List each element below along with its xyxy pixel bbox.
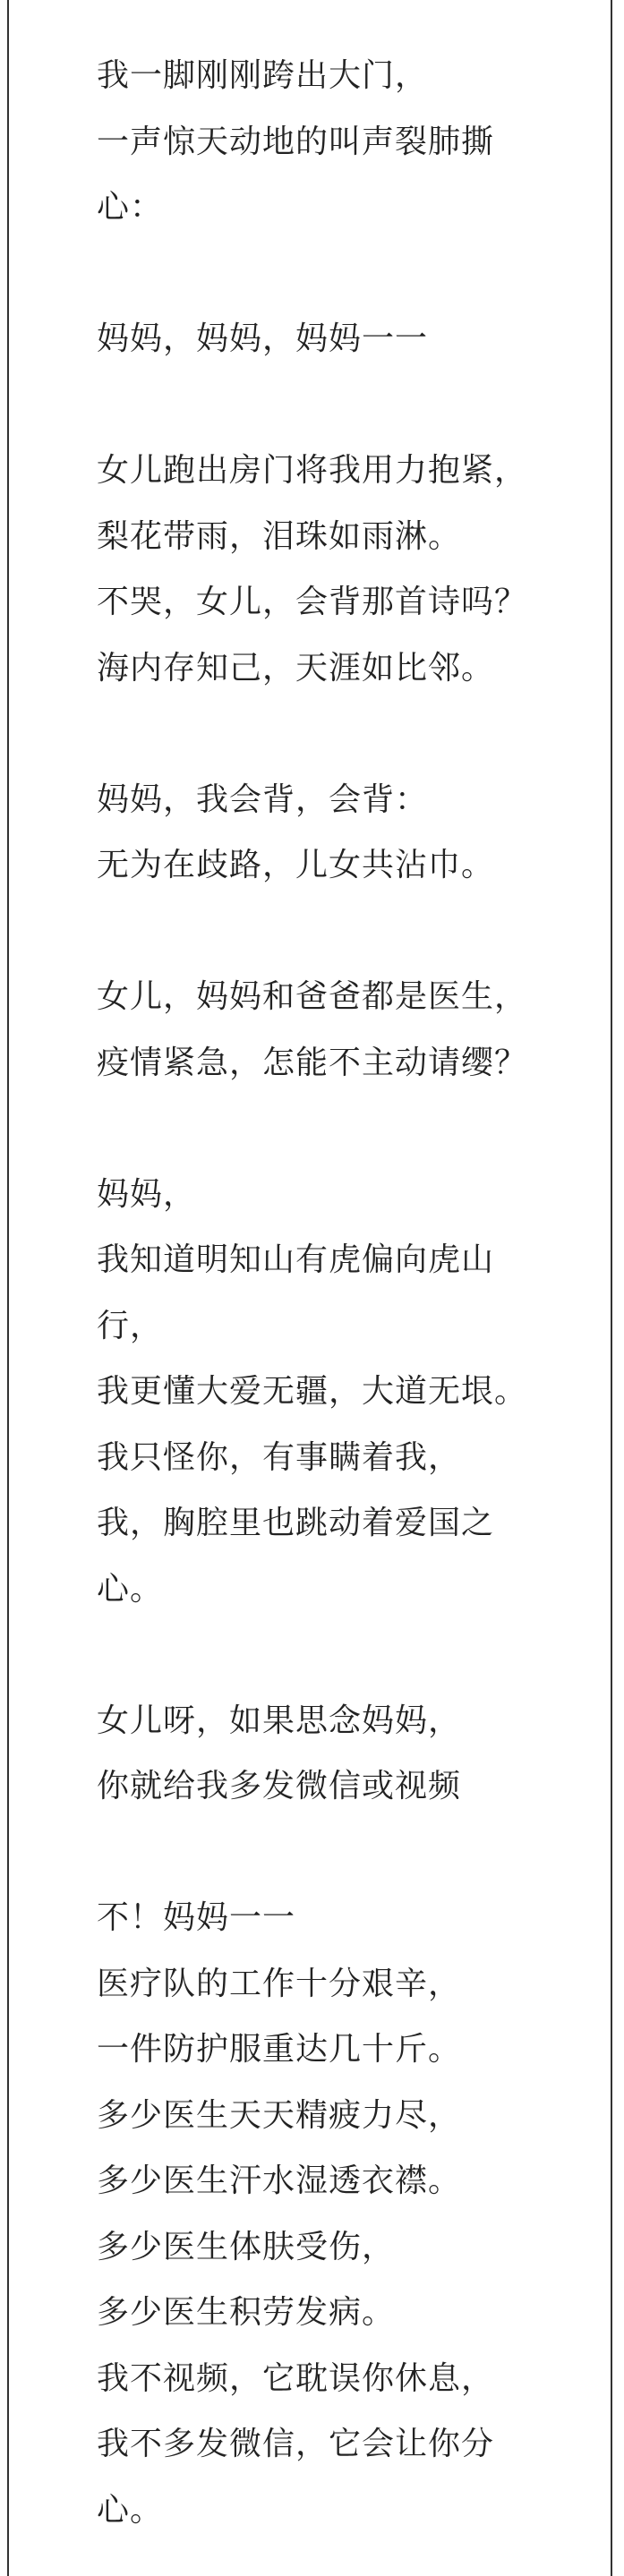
- poem-line: 你就给我多发微信或视频: [97, 1768, 462, 1804]
- poem-line: 多少医生汗水湿透衣襟。: [97, 2162, 462, 2199]
- poem-line: 一声惊天动地的叫声裂肺撕: [97, 123, 495, 160]
- stanza-gap: [97, 899, 607, 965]
- page-frame: [7, 0, 612, 2576]
- poem-line: 心：: [97, 189, 164, 226]
- poem-line: 多少医生体肤受伤，: [97, 2228, 396, 2265]
- poem-line: 海内存知己，天涯如比邻。: [97, 649, 495, 687]
- poem-line: 疫情紧急，怎能不主动请缨？: [97, 1044, 528, 1081]
- stanza-gap: [97, 1820, 607, 1886]
- poem-line: 我更懂大爱无疆，大道无垠。: [97, 1373, 528, 1410]
- poem-line: 我知道明知山有虎偏向虎山: [97, 1241, 495, 1278]
- stanza-gap: [97, 241, 607, 307]
- poem-line: 无为在歧路，儿女共沾巾。: [97, 847, 495, 883]
- stanza-gap: [97, 701, 607, 767]
- poem-text: [97, 43, 607, 2543]
- stanza-gap: [97, 372, 607, 439]
- poem-line: 我一脚刚刚跨出大门，: [97, 57, 429, 94]
- poem-line: 妈妈，妈妈，妈妈一一: [97, 320, 429, 357]
- poem-line: 多少医生天天精疲力尽，: [97, 2096, 462, 2134]
- poem-line: 心。: [97, 2491, 164, 2529]
- stanza-gap: [97, 1096, 607, 1162]
- poem-line: 不哭，女儿，会背那首诗吗？: [97, 584, 528, 620]
- poem-line: 妈妈，我会背，会背：: [97, 780, 429, 818]
- poem-line: 医疗队的工作十分艰辛，: [97, 1965, 462, 2002]
- poem-line: 一件防护服重达几十斤。: [97, 2031, 462, 2068]
- poem-line: 我不多发微信，它会让你分: [97, 2426, 495, 2462]
- poem-line: 我不视频，它耽误你休息，: [97, 2359, 495, 2397]
- poem-line: 妈妈，: [97, 1175, 197, 1213]
- stanza-gap: [97, 1622, 607, 1688]
- poem-line: 我只怪你，有事瞒着我，: [97, 1438, 462, 1476]
- poem-line: 女儿，妈妈和爸爸都是医生，: [97, 978, 528, 1015]
- poem-line: 女儿呀，如果思念妈妈，: [97, 1702, 462, 1739]
- poem-line: 女儿跑出房门将我用力抱紧，: [97, 452, 528, 489]
- poem-line: 多少医生积劳发病。: [97, 2294, 396, 2331]
- poem-line: 不！妈妈一一: [97, 1899, 296, 1936]
- poem-line: 心。: [97, 1570, 164, 1608]
- poem-line: 我，胸腔里也跳动着爱国之: [97, 1505, 495, 1541]
- poem-line: 行，: [97, 1307, 164, 1344]
- poem-line: 梨花带雨，泪珠如雨淋。: [97, 517, 462, 555]
